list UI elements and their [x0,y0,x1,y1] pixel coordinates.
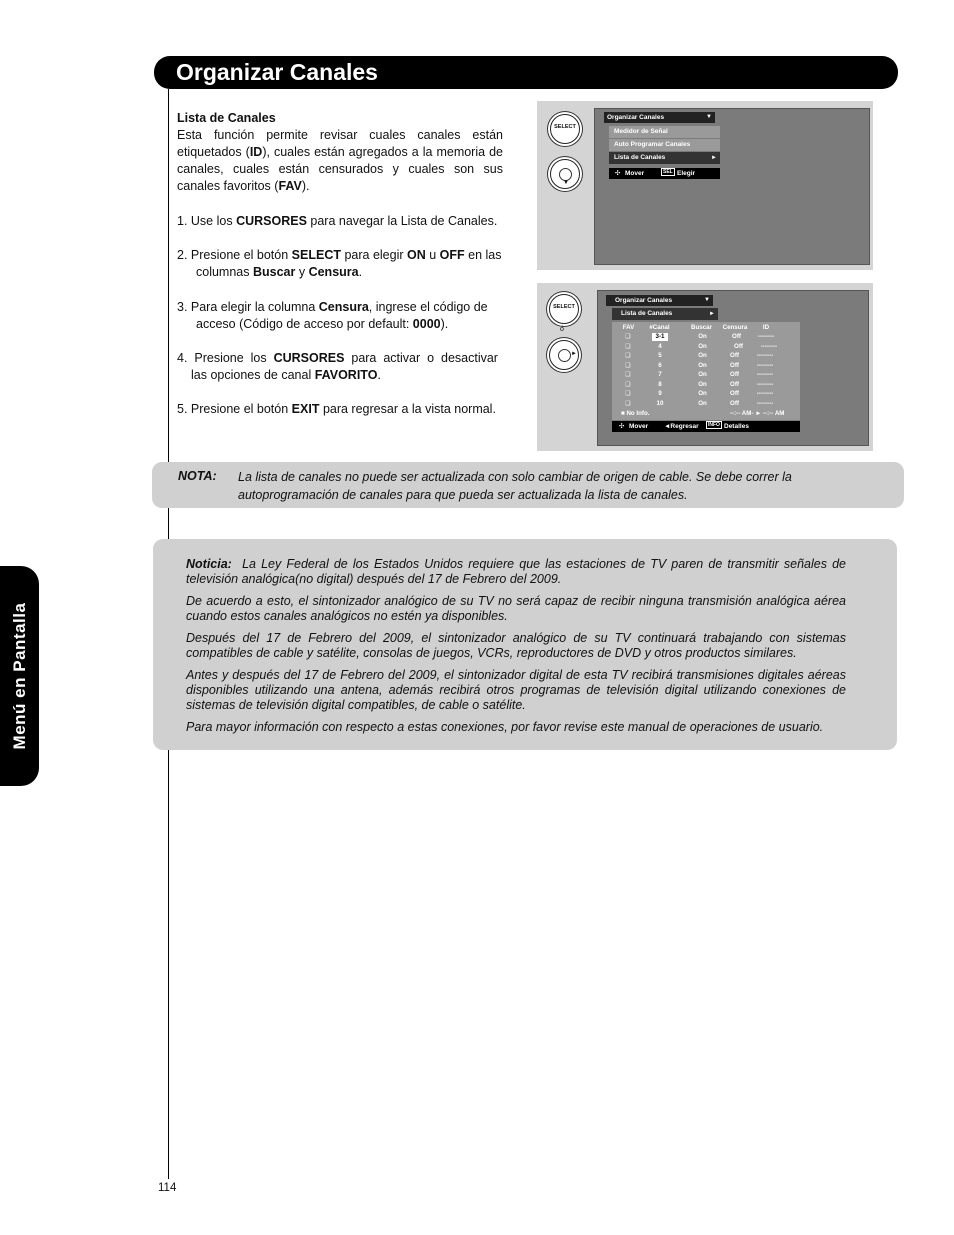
canal-cell: 8 [658,381,662,388]
col-id: ID [762,324,770,331]
step-3-text-2: , ingrese el código de [368,300,488,314]
id-cell: -------- [756,362,774,369]
menu-item-medidor [609,126,720,138]
title-bar [154,56,898,89]
side-tab [0,566,39,786]
step-1-text-2: para navegar la Lista de Canales. [306,214,498,228]
intro-id: ID [249,145,263,159]
fav-checkbox: ❑ [625,353,631,359]
footer-back-label: ◄Regresar [664,423,699,430]
step-2-censura: Censura [308,265,359,279]
censura-cell: Off [730,400,739,407]
buscar-cell: On [698,343,707,350]
nota-text: La lista de canales no puede ser actualizada con solo cambiar de origen de cable. Se debe correr la autoprogramación de canales para que pueda ser actualizada la lista de canales. [238,470,792,502]
step-2-text-7: . [358,265,363,279]
intro-text-2: ), cuales están agregados a la memoria de canales, cuales están censurados y cuales son sus canales favoritos ( [177,145,503,193]
censura-cell: Off [730,362,739,369]
fav-checkbox: ❑ [625,344,631,350]
fav-checkbox: ❑ [625,363,631,369]
noticia-paragraph-2: De acuerdo a esto, el sintonizador analógico de su TV no será capaz de recibir ninguna transmisión analógica aérea cuando estos canales analógicos no estén ya disponibles. [186,594,846,623]
canal-cell: 9 [658,390,662,397]
step-2-text-2: para elegir [340,248,407,262]
censura-cell: Off [730,381,739,388]
move-icon: ✣ [615,170,621,177]
step-4-text: 4. Presione los [177,351,274,365]
step-5-text-2: para regresar a la vista normal. [319,402,496,416]
noticia-label: Noticia: [186,557,232,571]
arrow-right-icon: ► [571,351,577,357]
arrow-down-icon: ▼ [563,180,569,186]
fav-checkbox: ❑ [625,372,631,378]
step-2-text-5: columnas [196,265,253,279]
step-2-text-6: y [295,265,309,279]
censura-cell: Off [730,371,739,378]
step-2-text-4: en las [464,248,502,262]
col-censura: Censura [722,324,748,331]
id-cell: -------- [760,343,778,350]
cursor-pad-illustration [550,159,580,189]
step-3-code: 0000 [412,317,441,331]
noticia-paragraph-4: Antes y después del 17 de Febrero del 2009, el sintonizador digital de esta TV recibirá transmisiones digitales aéreas disponibles utilizando una antena, además recibirá otros programas de televisión digital utilizando conexiones de sistemas de televisión digital compatibles, de cable o satélite. [186,668,846,712]
id-cell: -------- [756,381,774,388]
info-key-icon: INFO [708,422,720,428]
page-number: 114 [158,1182,177,1194]
footer-action-label: Elegir [677,170,696,177]
step-2 [177,247,522,281]
id-cell: -------- [756,390,774,397]
step-3-line-2 [177,316,522,333]
intro-text-3: ). [301,179,310,193]
col-fav: FAV [622,324,635,331]
menu-item-lista [609,152,720,164]
col-canal: #Canal [649,324,670,331]
noticia-paragraph-1 [186,557,850,587]
menu-footer-2 [612,421,800,432]
menu-item-label: Medidor de Señal [614,128,668,135]
step-1 [177,213,522,230]
page-title: Organizar Canales [176,59,378,85]
intro-section [177,110,503,195]
select-button-label: SELECT [553,304,575,310]
id-cell: -------- [756,352,774,359]
menu-item-label: Auto Programar Canales [614,141,691,148]
step-1-bold: CURSORES [236,214,307,228]
no-info-label: ■ No Info. [621,410,650,417]
menu-header [606,295,713,306]
sel-key-icon: SEL [663,169,673,175]
step-3 [177,299,522,333]
step-3-text: 3. Para elegir la columna [177,300,319,314]
submenu-lista [612,308,718,320]
section-heading: Lista de Canales [177,111,276,125]
id-cell: -------- [756,371,774,378]
or-label: ó [560,326,564,333]
select-button-illustration [549,294,579,324]
step-4-line-2 [177,367,522,384]
step-4 [177,350,522,384]
fav-checkbox: ❑ [625,382,631,388]
noticia-paragraph-5: Para mayor información con respecto a estas conexiones, por favor revise este manual de operaciones de usuario. [186,720,824,734]
buscar-cell: On [698,333,707,340]
step-2-buscar: Buscar [252,265,296,279]
step-4-text-2: para activar o desactivar [344,351,498,365]
step-5 [177,401,522,418]
col-buscar: Buscar [691,324,712,331]
select-button-illustration [550,114,580,144]
cursor-pad-illustration [549,340,579,370]
move-icon: ✣ [619,423,625,430]
chevron-down-icon: ▼ [706,114,712,120]
step-4-favorito: FAVORITO [314,368,378,382]
step-2-select: SELECT [291,248,341,262]
side-tab-label: Menú en Pantalla [9,602,29,750]
fav-checkbox: ❑ [625,401,631,407]
step-1-text: 1. Use los [177,214,237,228]
step-2-text-3: u [425,248,440,262]
menu-item-label: Lista de Canales [614,154,666,161]
canal-cell: 6 [658,362,662,369]
step-3-text-3: acceso (Código de acceso por default: [196,317,413,331]
buscar-cell: On [698,362,707,369]
step-5-exit: EXIT [291,402,320,416]
censura-cell: Off [730,352,739,359]
step-2-on: ON [407,248,426,262]
submenu-label: Lista de Canales [621,310,673,317]
menu-header-label: Organizar Canales [615,297,673,304]
fav-checkbox: ❑ [625,334,631,340]
menu-footer-1 [609,168,720,179]
footer-move-label: Mover [629,423,649,430]
step-2-off: OFF [439,248,465,262]
channel-table [612,322,800,420]
noticia-paragraph-3: Después del 17 de Febrero del 2009, el sintonizador analógico de su TV continuará trabajando con sistemas compatibles de cable y satélite, consolas de juegos, VCRs, reproductores de DVD y otros productos similares. [186,631,846,660]
buscar-cell: On [698,371,707,378]
time-range: --:-- AM- ► --:-- AM [730,410,785,417]
buscar-cell: On [698,381,707,388]
step-3-censura: Censura [318,300,369,314]
buscar-cell: On [698,390,707,397]
nota-label: NOTA: [178,469,217,483]
menu-header-label: Organizar Canales [607,114,665,121]
step-2-line-2 [177,264,522,281]
step-4-text-3: las opciones de canal [191,368,315,382]
step-5-text: 5. Presione el botón [177,402,292,416]
canal-cell: 4 [658,343,662,350]
footer-details-label: Detalles [724,423,749,430]
canal-cell: 7 [658,371,662,378]
censura-cell: Off [732,333,741,340]
step-2-text: 2. Presione el botón [177,248,292,262]
select-button-label: SELECT [554,124,576,130]
id-cell: -------- [756,400,774,407]
selected-channel-cell: 3-1 [652,333,668,341]
fav-checkbox: ❑ [625,391,631,397]
menu-item-auto-programar [609,139,720,151]
intro-paragraph [177,127,503,195]
chevron-right-icon: ► [709,311,715,317]
id-cell: -------- [757,333,775,340]
intro-fav: FAV [278,179,302,193]
intro-text-1: Esta función permite revisar cuales canales están etiquetados ( [177,128,503,159]
canal-cell: 10 [656,400,664,407]
canal-cell: 5 [658,352,662,359]
noticia-section [186,557,850,742]
step-4-cursores: CURSORES [273,351,345,365]
chevron-right-icon: ► [711,155,717,161]
cursor-pad-center [558,349,571,362]
buscar-cell: On [698,352,707,359]
censura-cell: Off [730,390,739,397]
chevron-down-icon: ▼ [704,297,710,303]
menu-header [604,112,715,123]
footer-move-label: Mover [625,170,645,177]
censura-cell: Off [734,343,743,350]
buscar-cell: On [698,400,707,407]
noticia-text-1: La Ley Federal de los Estados Unidos requiere que las estaciones de TV paren de transmitir señales de televisión analógica(no digital) después del 17 de Febrero del 2009. [186,557,850,586]
step-4-text-4: . [377,368,381,382]
step-3-text-4: ). [440,317,449,331]
